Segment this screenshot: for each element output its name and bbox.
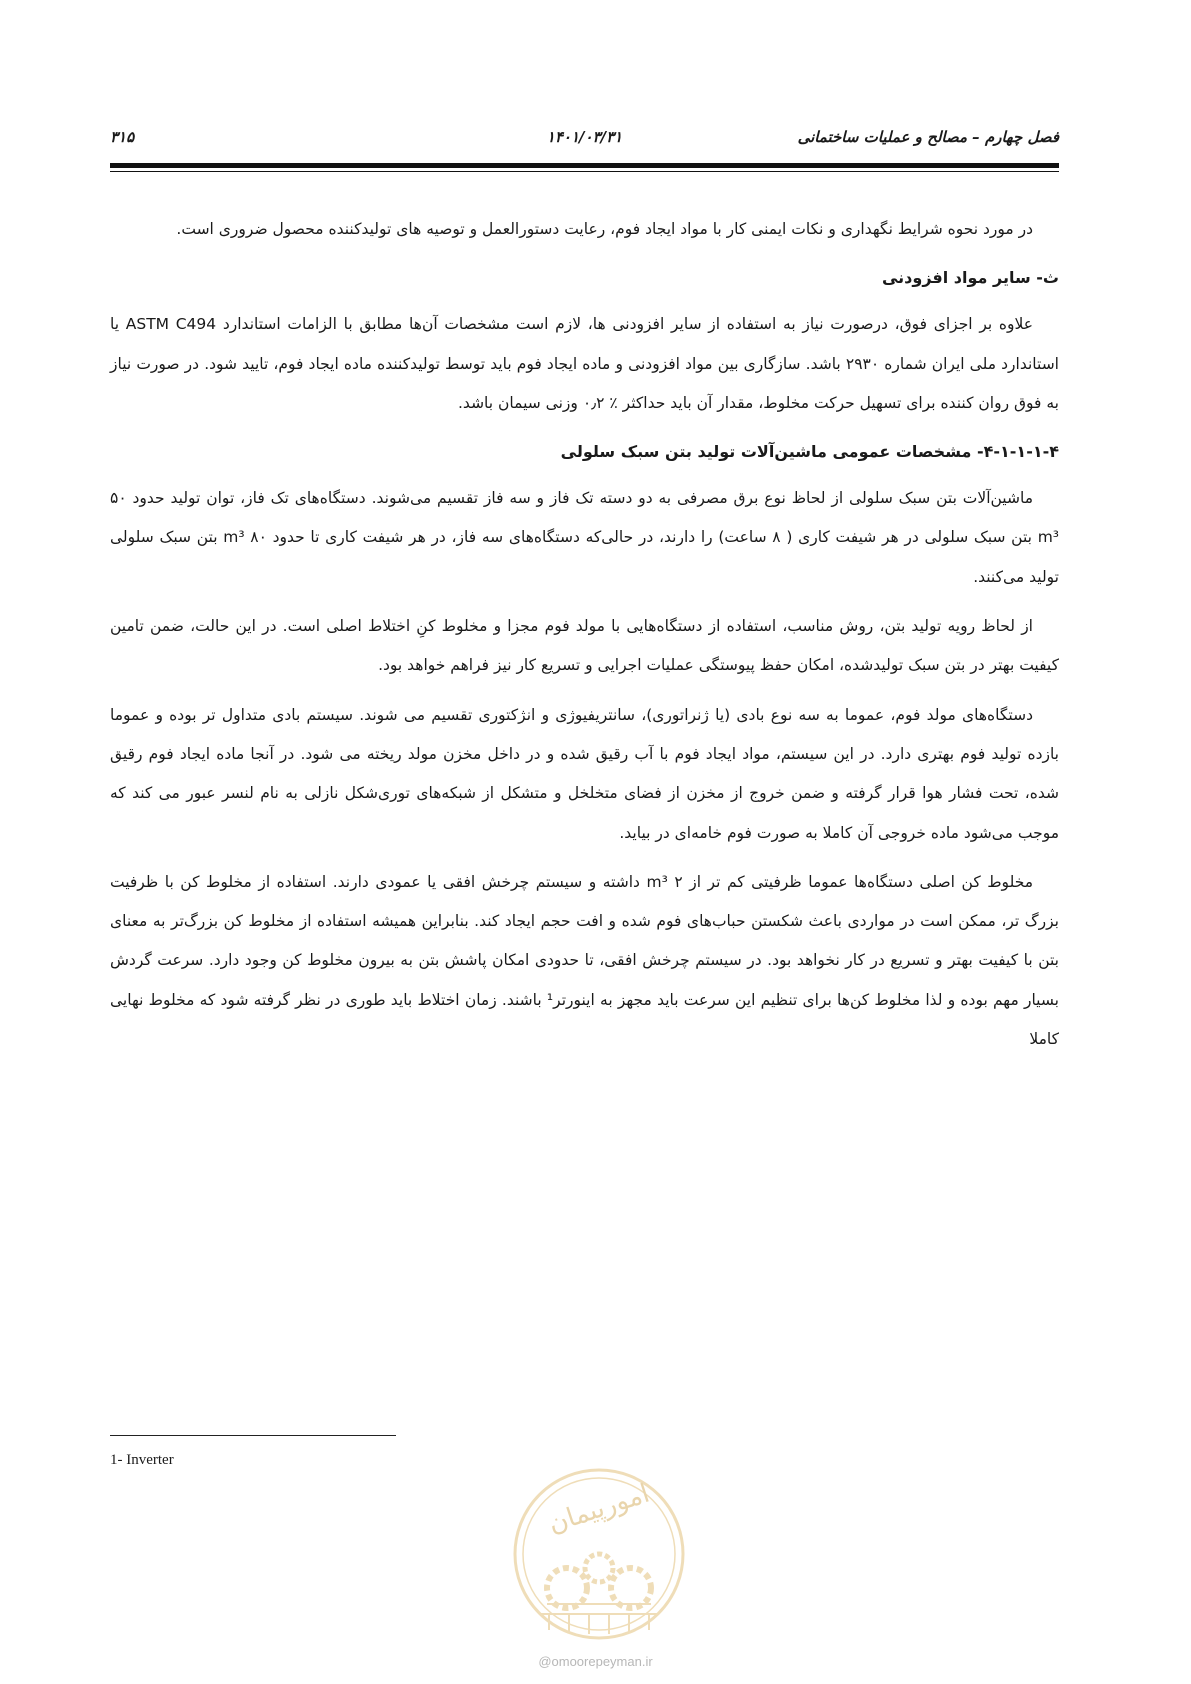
paragraph-admixtures: علاوه بر اجزای فوق، درصورت نیاز به استفاده از سایر افزودنی ها، لازم است مشخصات آن‌ها مطابق با الزامات استاندارد ASTM C494 یا استاندارد ملی ایران شماره ۲۹۳۰ باشد. سازگاری بین مواد افزودنی و ماده ایجاد فوم باید توسط تولیدکننده ماده ایجاد فوم، تایید شود. در صورت نیاز به فوق روان کننده برای تسهیل حرکت مخلوط، مقدار آن باید حداکثر ٪ ۰٫۲ وزنی سیمان باشد. [110,315,1059,412]
paragraph-foam-generators: دستگاه‌های مولد فوم، عموما به سه نوع بادی (یا ژنراتوری)، سانتریفیوژی و انژکتوری تقسیم می شوند. سیستم بادی متداول تر بوده و عموما بازده تولید فوم بهتری دارد. در این سیستم، مواد ایجاد فوم با آب رقیق شده و در داخل مخزن مولد ریخته می شود. در آنجا ماده ایجاد فوم رقیق شده، تحت فشار هوا قرار گرفته و ضمن خروج از مخزن از فضای متخلخل و متشکل از شبکه‌های توری‌شکل نازلی به نام لنسر عبور می کند که موجب می‌شود ماده خروجی آن کاملا به صورت فوم خامه‌ای در بیاید. [110,705,1059,842]
logo-script: امورپیمان [544,1478,654,1540]
footnote: 1- Inverter [110,1452,174,1468]
watermark-site: @omoorepeyman.ir [538,1654,653,1669]
watermark-logo [509,1464,689,1644]
running-header [110,128,1059,150]
body-text [110,210,1059,1069]
page-number: ۳۱۵ [110,128,135,146]
heading-other-admixtures: ث- سایر مواد افزودنی [881,268,1059,288]
paragraph-mixers: مخلوط کن اصلی دستگاه‌ها عموما ظرفیتی کم تر از ۲ m³ داشته و سیستم چرخش افقی یا عمودی دارند. استفاده از مخلوط کن با ظرفیت بزرگ تر، ممکن است در مواردی باعث شکستن حباب‌های فوم شده و افت حجم ایجاد کند. بنابراین همیشه استفاده از مخلوط کن بزرگ‌تر به معنای بتن با کیفیت بهتر و تسریع در کار نخواهد بود. در سیستم چرخش افقی، تا حدودی امکان پاشش بتن به بیرون مخلوط کن وجود دارد. سرعت گردش بسیار مهم بوده و لذا مخلوط کن‌ها برای تنظیم این سرعت باید مجهز به اینورتر¹ باشند. زمان اختلاط باید طوری در نظر گرفته شود که مخلوط نهایی کاملا [110,872,1059,1049]
heading-machinery-specs: ۴-۱-۱-۱-۴- مشخصات عمومی ماشین‌آلات تولید بتن سبک سلولی [560,442,1059,462]
paragraph-production-method: از لحاظ رویه تولید بتن، روش مناسب، استفاده از دستگاه‌هایی با مولد فوم مجزا و مخلوط کنِ اختلاط اصلی است. در این حالت، ضمن تامین کیفیت بهتر در بتن سبک تولیدشده، امکان حفظ پیوستگی عملیات اجرایی و تسریع کار نیز فراهم خواهد بود. [110,617,1059,675]
chapter-title: فصل چهارم – مصالح و عملیات ساختمانی [797,128,1059,146]
header-rule-thick [110,163,1059,168]
header-date: ۱۴۰۱/۰۳/۳۱ [546,128,623,146]
header-rule-thin [110,171,1059,172]
paragraph-machine-types: ماشین‌آلات بتن سبک سلولی از لحاظ نوع برق مصرفی به دو دسته تک فاز و سه فاز تقسیم می‌شوند. دستگاه‌های تک فاز، توان تولید حدود ۵۰ m³ بتن سبک سلولی در هر شیفت کاری ( ۸ ساعت) را دارند، در حالی‌که دستگاه‌های سه فاز، در هر شیفت کاری تا حدود ۸۰ m³ بتن سبک سلولی تولید می‌کنند. [110,489,1059,586]
footnote-rule [110,1435,396,1436]
paragraph-foam-safety: در مورد نحوه شرایط نگهداری و نکات ایمنی کار با مواد ایجاد فوم، رعایت دستورالعمل و توصیه های تولیدکننده محصول ضروری است. [176,220,1033,238]
